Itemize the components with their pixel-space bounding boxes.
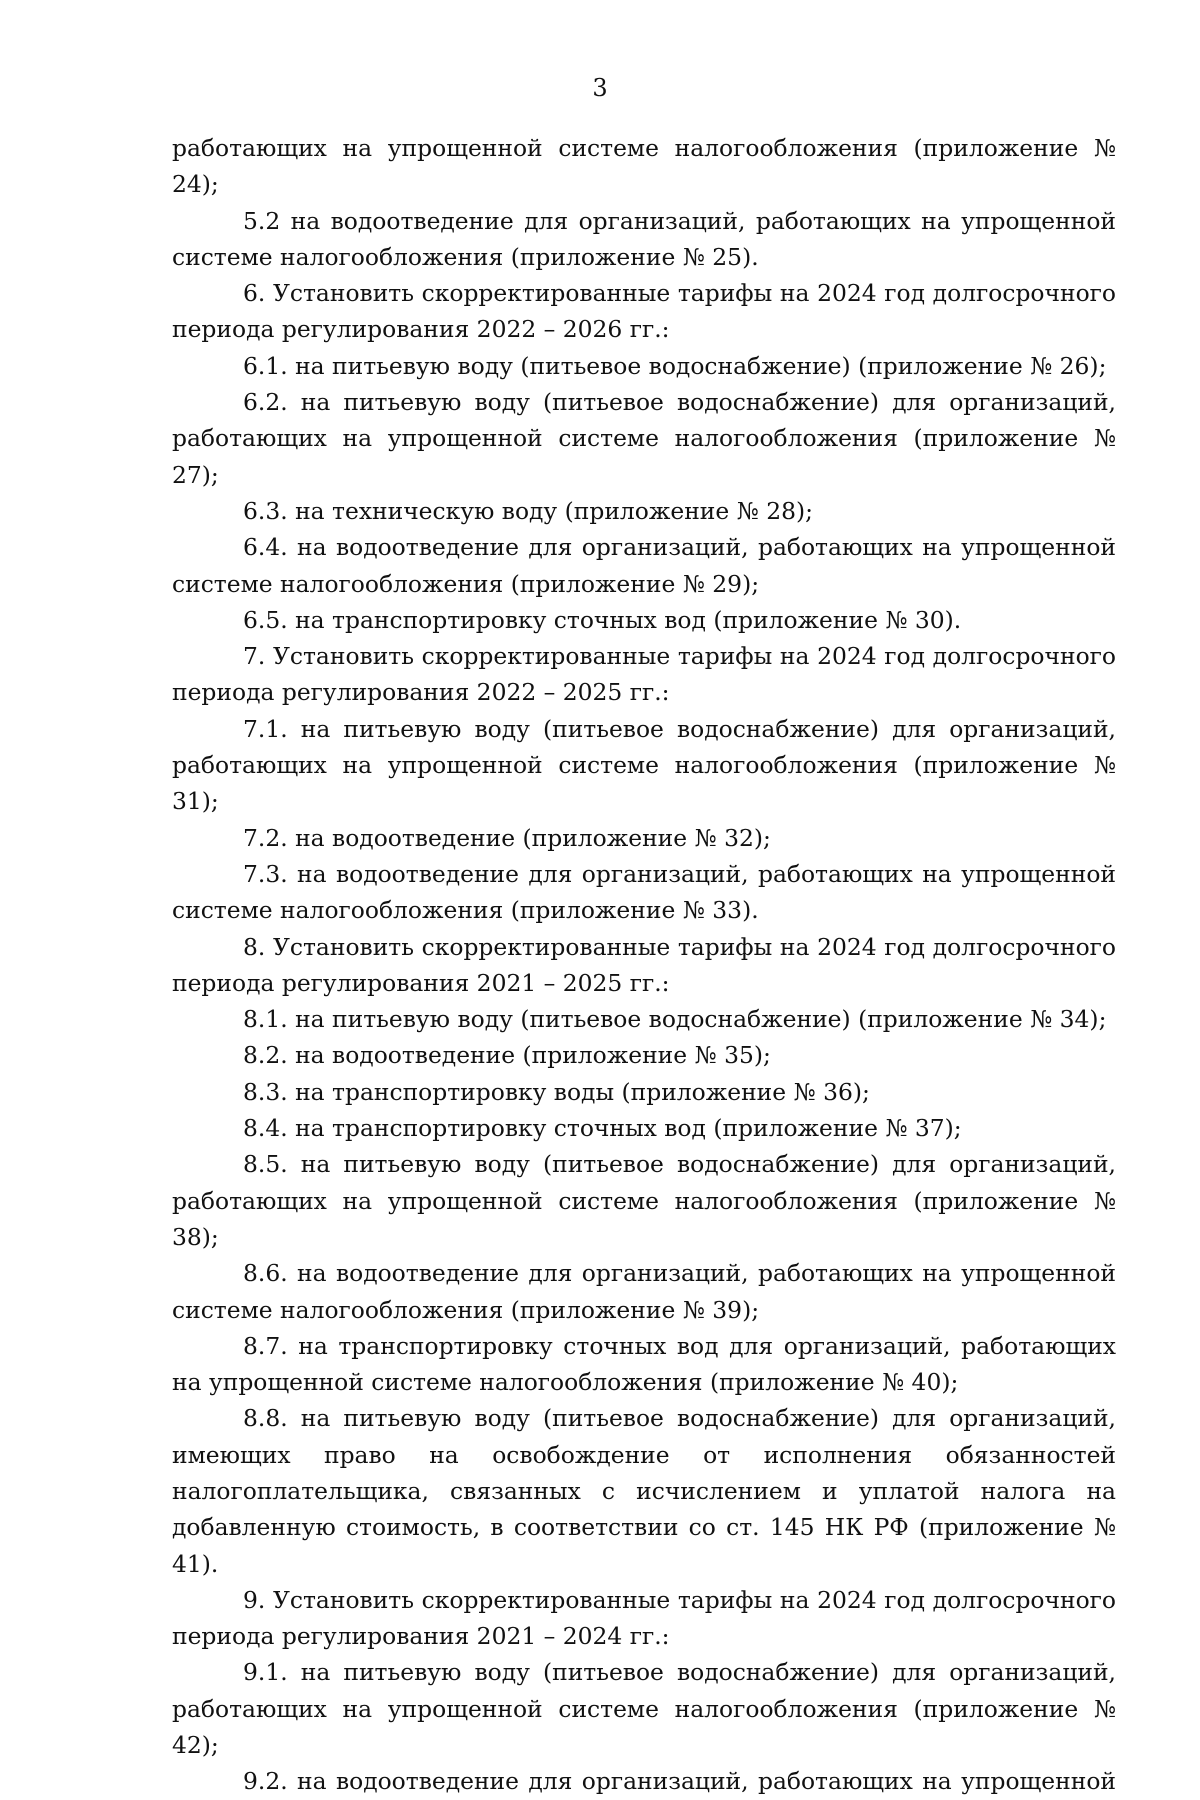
- paragraph: 8.1. на питьевую воду (питьевое водоснабжение) (приложение № 34);: [243, 1005, 1107, 1034]
- paragraph: 8.3. на транспортировку воды (приложение № 36);: [243, 1077, 870, 1106]
- page-number: 3: [592, 74, 608, 102]
- paragraph: 7.1. на питьевую воду (питьевое водоснабжение) для организаций, работающих на упрощенной системе налогообложения (приложение № 31);: [172, 714, 1116, 816]
- document-body: [172, 130, 1116, 1800]
- paragraph: 6. Установить скорректированные тарифы на 2024 год долгосрочного периода регулирования 2022 – 2026 гг.:: [172, 279, 1116, 344]
- paragraph: 8.4. на транспортировку сточных вод (приложение № 37);: [243, 1114, 962, 1143]
- paragraph: 6.3. на техническую воду (приложение № 28);: [243, 496, 814, 525]
- paragraph: 6.2. на питьевую воду (питьевое водоснабжение) для организаций, работающих на упрощенной системе налогообложения (приложение № 27);: [172, 388, 1116, 489]
- paragraph: 7.3. на водоотведение для организаций, работающих на упрощенной системе налогообложения (приложение № 33).: [172, 859, 1116, 925]
- paragraph: 9.1. на питьевую воду (питьевое водоснабжение) для организаций, работающих на упрощенной системе налогообложения (приложение № 42);: [172, 1658, 1116, 1760]
- paragraph: работающих на упрощенной системе налогообложения (приложение № 24);: [172, 134, 1116, 199]
- paragraph: 8.8. на питьевую воду (питьевое водоснабжение) для организаций, имеющих право на освобождение от исполнения обязанностей налогоплательщика, связанных с исчислением и уплатой налога на добавленную стоимость, в соответствии со ст. 145 НК РФ (приложение № 41).: [172, 1404, 1116, 1578]
- paragraph: 6.1. на питьевую воду (питьевое водоснабжение) (приложение № 26);: [243, 351, 1107, 380]
- paragraph: 6.4. на водоотведение для организаций, работающих на упрощенной системе налогообложения (приложение № 29);: [172, 533, 1116, 598]
- paragraph: 8.5. на питьевую воду (питьевое водоснабжение) для организаций, работающих на упрощенной системе налогообложения (приложение № 38);: [172, 1150, 1116, 1251]
- paragraph: 5.2 на водоотведение для организаций, работающих на упрощенной системе налогообложения (приложение № 25).: [172, 206, 1116, 271]
- paragraph: 7.2. на водоотведение (приложение № 32);: [243, 823, 771, 852]
- paragraph: 8.6. на водоотведение для организаций, работающих на упрощенной системе налогообложения (приложение № 39);: [172, 1259, 1116, 1324]
- paragraph: 8.2. на водоотведение (приложение № 35);: [243, 1041, 771, 1070]
- paragraph: 8. Установить скорректированные тарифы на 2024 год долгосрочного периода регулирования 2021 – 2025 гг.:: [172, 932, 1116, 997]
- paragraph: 9. Установить скорректированные тарифы на 2024 год долгосрочного периода регулирования 2021 – 2024 гг.:: [172, 1585, 1116, 1651]
- paragraph: 9.2. на водоотведение для организаций, работающих на упрощенной: [243, 1767, 1116, 1796]
- paragraph: 7. Установить скорректированные тарифы на 2024 год долгосрочного периода регулирования 2022 – 2025 гг.:: [172, 642, 1116, 707]
- paragraph: 6.5. на транспортировку сточных вод (приложение № 30).: [243, 605, 962, 634]
- paragraph: 8.7. на транспортировку сточных вод для организаций, работающих на упрощенной системе налогообложения (приложение № 40);: [172, 1331, 1116, 1397]
